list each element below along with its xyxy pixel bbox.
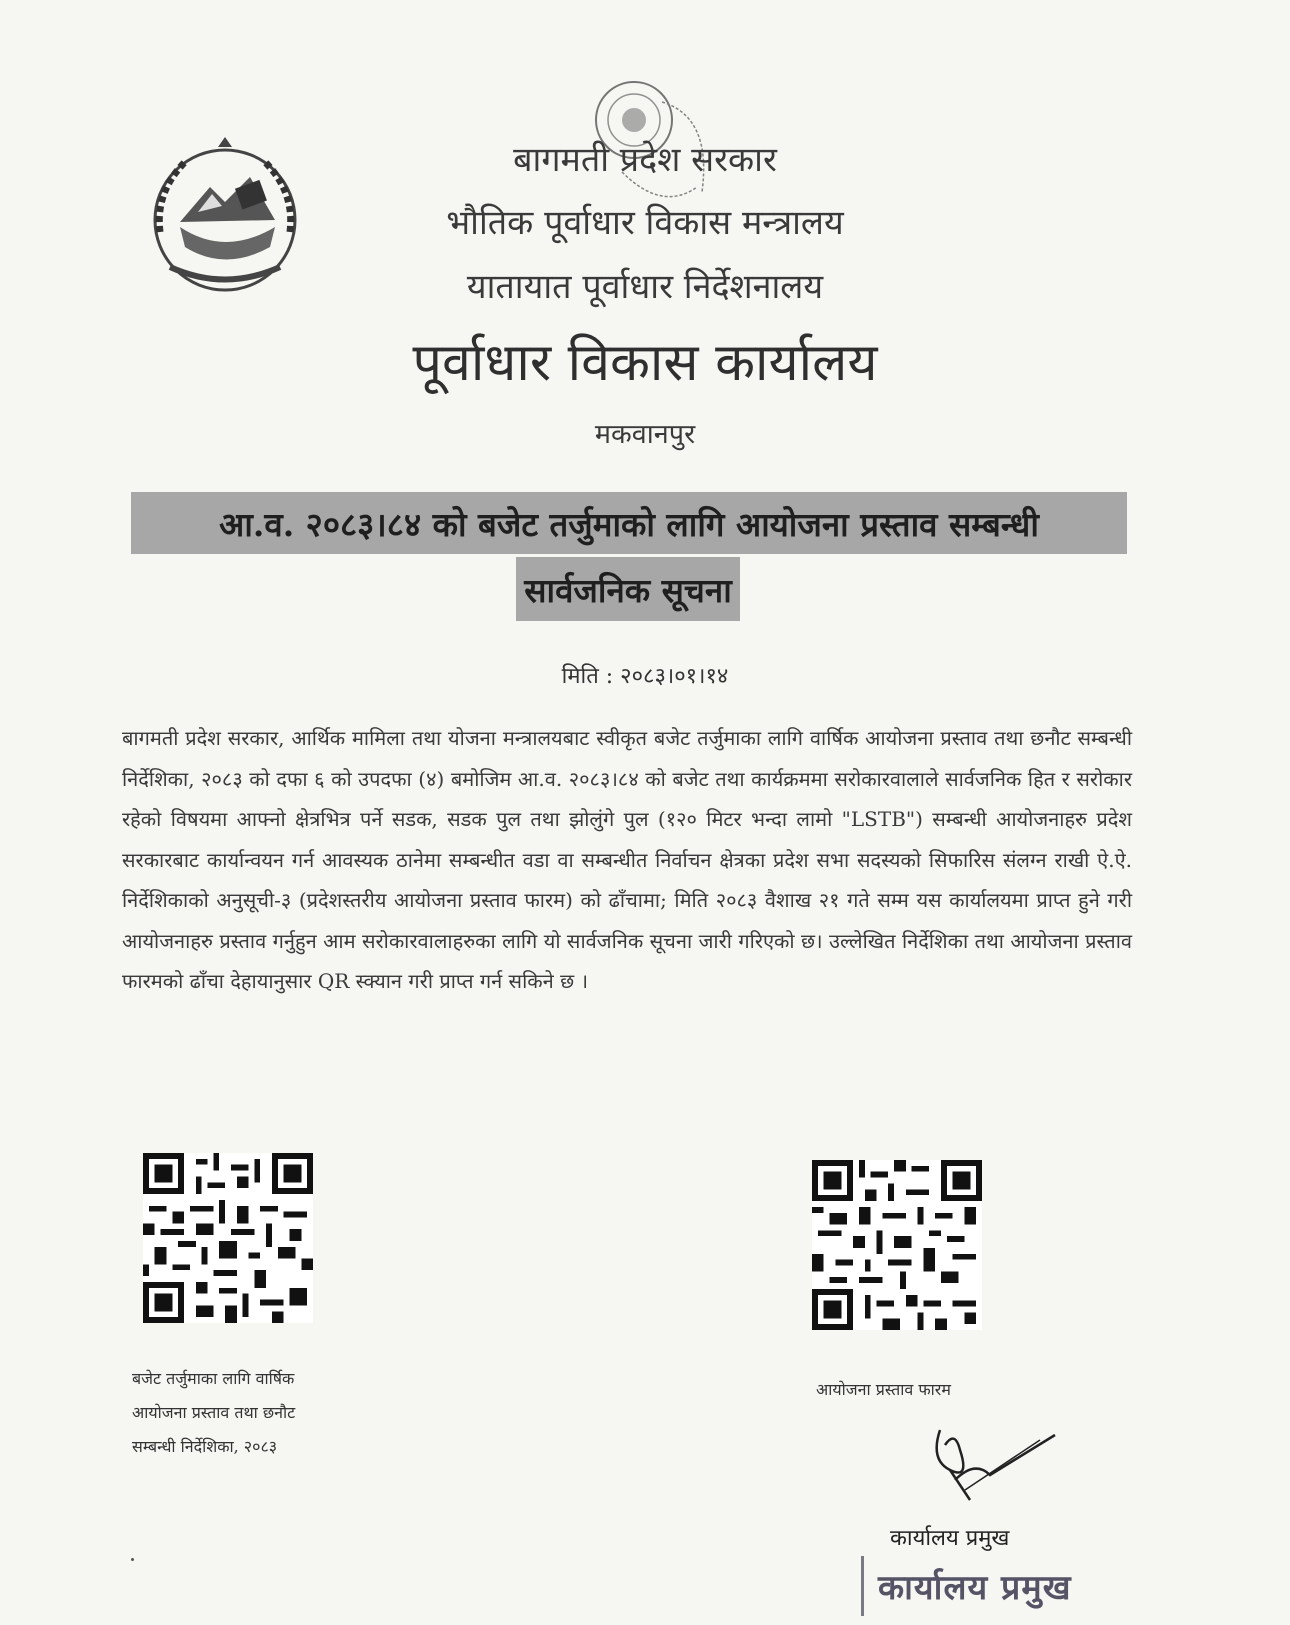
- qr-code-icon: [812, 1160, 982, 1330]
- handwritten-signature-icon: [930, 1420, 1060, 1510]
- province-government: बागमती प्रदेश सरकार: [513, 140, 777, 180]
- guideline-qr-code[interactable]: [143, 1153, 313, 1323]
- proposal-form-qr-code[interactable]: [812, 1160, 982, 1330]
- guideline-qr-caption-line: बजेट तर्जुमाका लागि वार्षिक: [132, 1369, 295, 1388]
- qr-code-icon: [143, 1153, 313, 1323]
- directorate-name: यातायात पूर्वाधार निर्देशनालय: [466, 267, 824, 307]
- guideline-qr-caption-line: आयोजना प्रस्ताव तथा छनौट: [132, 1403, 296, 1422]
- ministry-name: भौतिक पूर्वाधार विकास मन्त्रालय: [446, 203, 844, 243]
- page-mark: [131, 1558, 134, 1561]
- notice-title: आ.व. २०८३।८४ को बजेट तर्जुमाको लागि आयोजना प्रस्ताव सम्बन्धी: [131, 492, 1127, 554]
- guideline-qr-caption: [132, 1362, 372, 1464]
- proposal-form-qr-caption: आयोजना प्रस्ताव फारम: [816, 1380, 951, 1399]
- office-chief-stamp: कार्यालय प्रमुख: [861, 1556, 1081, 1616]
- office-chief-title: कार्यालय प्रमुख: [890, 1526, 1010, 1551]
- notice-subtitle: सार्वजनिक सूचना: [516, 557, 740, 621]
- notice-body: बागमती प्रदेश सरकार, आर्थिक मामिला तथा योजना मन्त्रालयबाट स्वीकृत बजेट तर्जुमाका लागि वार्षिक आयोजना प्रस्ताव तथा छनौट सम्बन्धी निर्देशिका, २०८३ को दफा ६ को उपदफा (४) बमोजिम आ.व. २०८३।८४ को बजेट तथा कार्यक्रममा सरोकारवालाले सार्वजनिक हित र सरोकार रहेको विषयमा आफ्नो क्षेत्रभित्र पर्ने सडक, सडक पुल तथा झोलुंगे पुल (१२० मिटर भन्दा लामो "LSTB") सम्बन्धी आयोजनाहरु प्रदेश सरकारबाट कार्यान्वयन गर्न आवस्यक ठानेमा सम्बन्धीत वडा वा सम्बन्धीत निर्वाचन क्षेत्रका प्रदेश सभा सदस्यको सिफारिस संलग्न राखी ऐ.ऐ. निर्देशिकाको अनुसूची-३ (प्रदेशस्तरीय आयोजना प्रस्ताव फारम) को ढाँचामा; मिति २०८३ वैशाख २१ गते सम्म यस कार्यालयमा प्राप्त हुने गरी आयोजनाहरु प्रस्ताव गर्नुहुन आम सरोकारवालाहरुका लागि यो सार्वजनिक सूचना जारी गरिएको छ। उल्लेखित निर्देशिका तथा आयोजना प्रस्ताव फारमको ढाँचा देहायानुसार QR स्क्यान गरी प्राप्त गर्न सकिने छ ।: [122, 726, 1132, 993]
- notice-date: मिति : २०८३।०१।१४: [561, 664, 729, 689]
- guideline-qr-caption-line: सम्बन्धी निर्देशिका, २०८३: [132, 1437, 278, 1456]
- office-name: पूर्वाधार विकास कार्यालय: [412, 333, 878, 393]
- district-name: मकवानपुर: [594, 419, 696, 450]
